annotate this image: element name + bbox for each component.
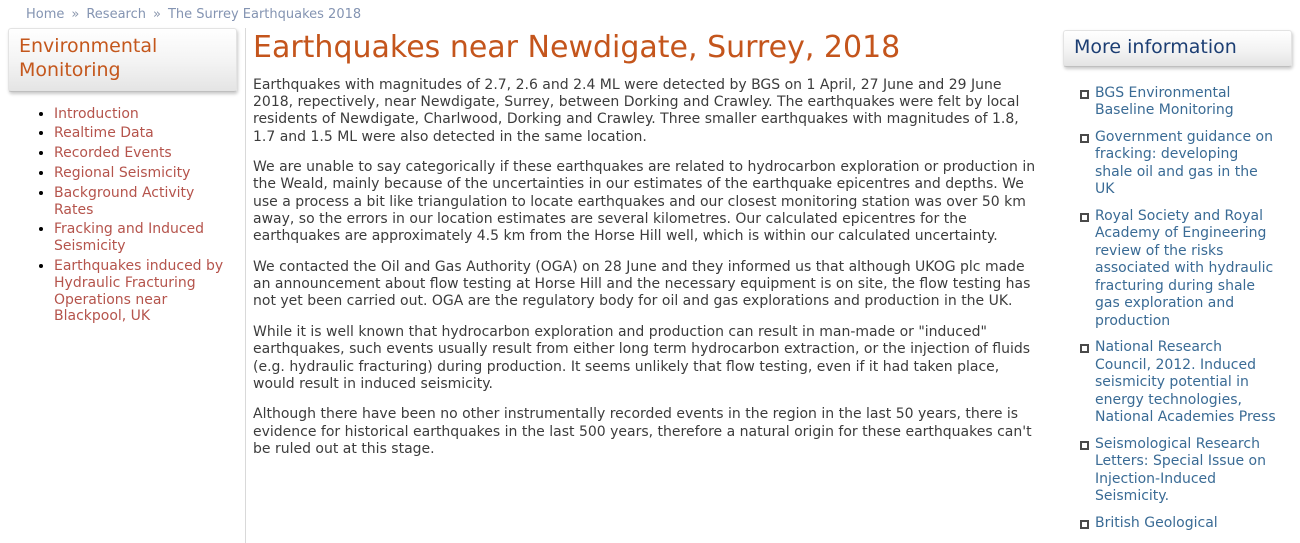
more-info-link-national-research-council[interactable]: National Research Council, 2012. Induced seismicity potential in energy technologies, National Academies Press xyxy=(1095,339,1276,426)
list-item xyxy=(54,258,232,325)
more-info-link-british-geological[interactable]: British Geological xyxy=(1095,514,1218,531)
more-info-link-royal-society-review[interactable]: Royal Society and Royal Academy of Engineering review of the risks associated with hydraulic fracturing during shale gas exploration and production xyxy=(1095,207,1274,329)
list-item xyxy=(54,125,232,142)
breadcrumb-separator: » xyxy=(153,7,161,22)
sidebar-item-background-activity-rates[interactable]: Background Activity Rates xyxy=(54,184,195,218)
breadcrumb-current-page[interactable]: The Surrey Earthquakes 2018 xyxy=(167,7,362,22)
more-info-link-bgs-baseline-monitoring[interactable]: BGS Environmental Baseline Monitoring xyxy=(1095,84,1234,119)
list-item xyxy=(54,185,232,219)
list-item xyxy=(54,221,232,255)
list-item xyxy=(1080,129,1278,199)
sidebar-item-fracking-induced-seismicity[interactable]: Fracking and Induced Seismicity xyxy=(54,221,205,255)
right-sidebar xyxy=(1063,28,1292,543)
sidebar-item-regional-seismicity[interactable]: Regional Seismicity xyxy=(54,165,191,182)
right-sidebar-title: More information xyxy=(1063,30,1292,67)
sidebar-item-blackpool-earthquakes[interactable]: Earthquakes induced by Hydraulic Fracturing Operations near Blackpool, UK xyxy=(54,258,224,325)
left-nav-list xyxy=(8,106,237,326)
breadcrumb-link-research[interactable]: Research xyxy=(86,7,146,22)
breadcrumb-separator: » xyxy=(71,7,80,22)
article-paragraph: We are unable to say categorically if these earthquakes are related to hydrocarbon exploration or production in the Weald, mainly because of the uncertainties in our estimates of the earthquake epicentres and depths. We use a process a bit like triangulation to locate earthquakes and our closest monitoring station was over 50 km away, so the errors in our location estimates are several kilometres. Our calculated epicentres for the earthquakes are approximately 4.5 km from the Horse Hill well, which is within our calculated uncertainty. xyxy=(253,158,1036,245)
page-title: Earthquakes near Newdigate, Surrey, 2018 xyxy=(253,30,901,65)
page-layout xyxy=(0,28,1300,543)
more-info-link-seismological-research-letters[interactable]: Seismological Research Letters: Special Issue on Injection-Induced Seismicity. xyxy=(1095,435,1266,505)
list-item xyxy=(1080,85,1278,120)
list-item xyxy=(54,145,232,162)
left-sidebar xyxy=(8,28,237,543)
breadcrumb xyxy=(0,0,1300,28)
sidebar-item-recorded-events[interactable]: Recorded Events xyxy=(54,145,172,162)
more-info-link-government-guidance[interactable]: Government guidance on fracking: developing shale oil and gas in the UK xyxy=(1095,128,1273,198)
list-item xyxy=(54,106,232,123)
article-paragraph: While it is well known that hydrocarbon exploration and production can result in man-made or "induced" earthquakes, such events usually result from either long term hydrocarbon extraction, or the injection of fluids (e.g. hydraulic fracturing) during production. It seems unlikely that flow testing, even if it had taken place, would result in induced seismicity. xyxy=(253,323,1031,392)
list-item xyxy=(1080,339,1278,427)
more-info-list xyxy=(1063,85,1292,533)
list-item xyxy=(1080,208,1278,331)
article-paragraph: We contacted the Oil and Gas Authority (OGA) on 28 June and they informed us that although UKOG plc made an announcement about flow testing at Horse Hill and the necessary equipment is on site, the flow testing has not yet been carried out. OGA are the regulatory body for oil and gas explorations and production in the UK. xyxy=(253,258,1031,310)
sidebar-item-realtime-data[interactable]: Realtime Data xyxy=(54,125,154,142)
left-sidebar-title: Environmental Monitoring xyxy=(8,28,237,92)
main-content xyxy=(245,28,1063,543)
list-item xyxy=(1080,436,1278,506)
list-item xyxy=(54,165,232,182)
article-paragraph: Although there have been no other instrumentally recorded events in the region in the last 50 years, there is evidence for historical earthquakes in the last 500 years, therefore a natural origin for these earthquakes can't be ruled out at this stage. xyxy=(253,406,1032,457)
list-item xyxy=(1080,515,1278,533)
breadcrumb-link-home[interactable]: Home xyxy=(26,7,65,22)
article-paragraph: Earthquakes with magnitudes of 2.7, 2.6 and 2.4 ML were detected by BGS on 1 April, 27 June and 29 June 2018, repectively, near Newdigate, Surrey, between Dorking and Crawley. The earthquakes were felt by local residents of Newdigate, Charlwood, Dorking and Crawley. Three smaller earthquakes with magnitudes of 1.8, 1.7 and 1.5 ML were also detected in the same location. xyxy=(253,76,1020,145)
sidebar-item-introduction[interactable]: Introduction xyxy=(54,105,139,122)
